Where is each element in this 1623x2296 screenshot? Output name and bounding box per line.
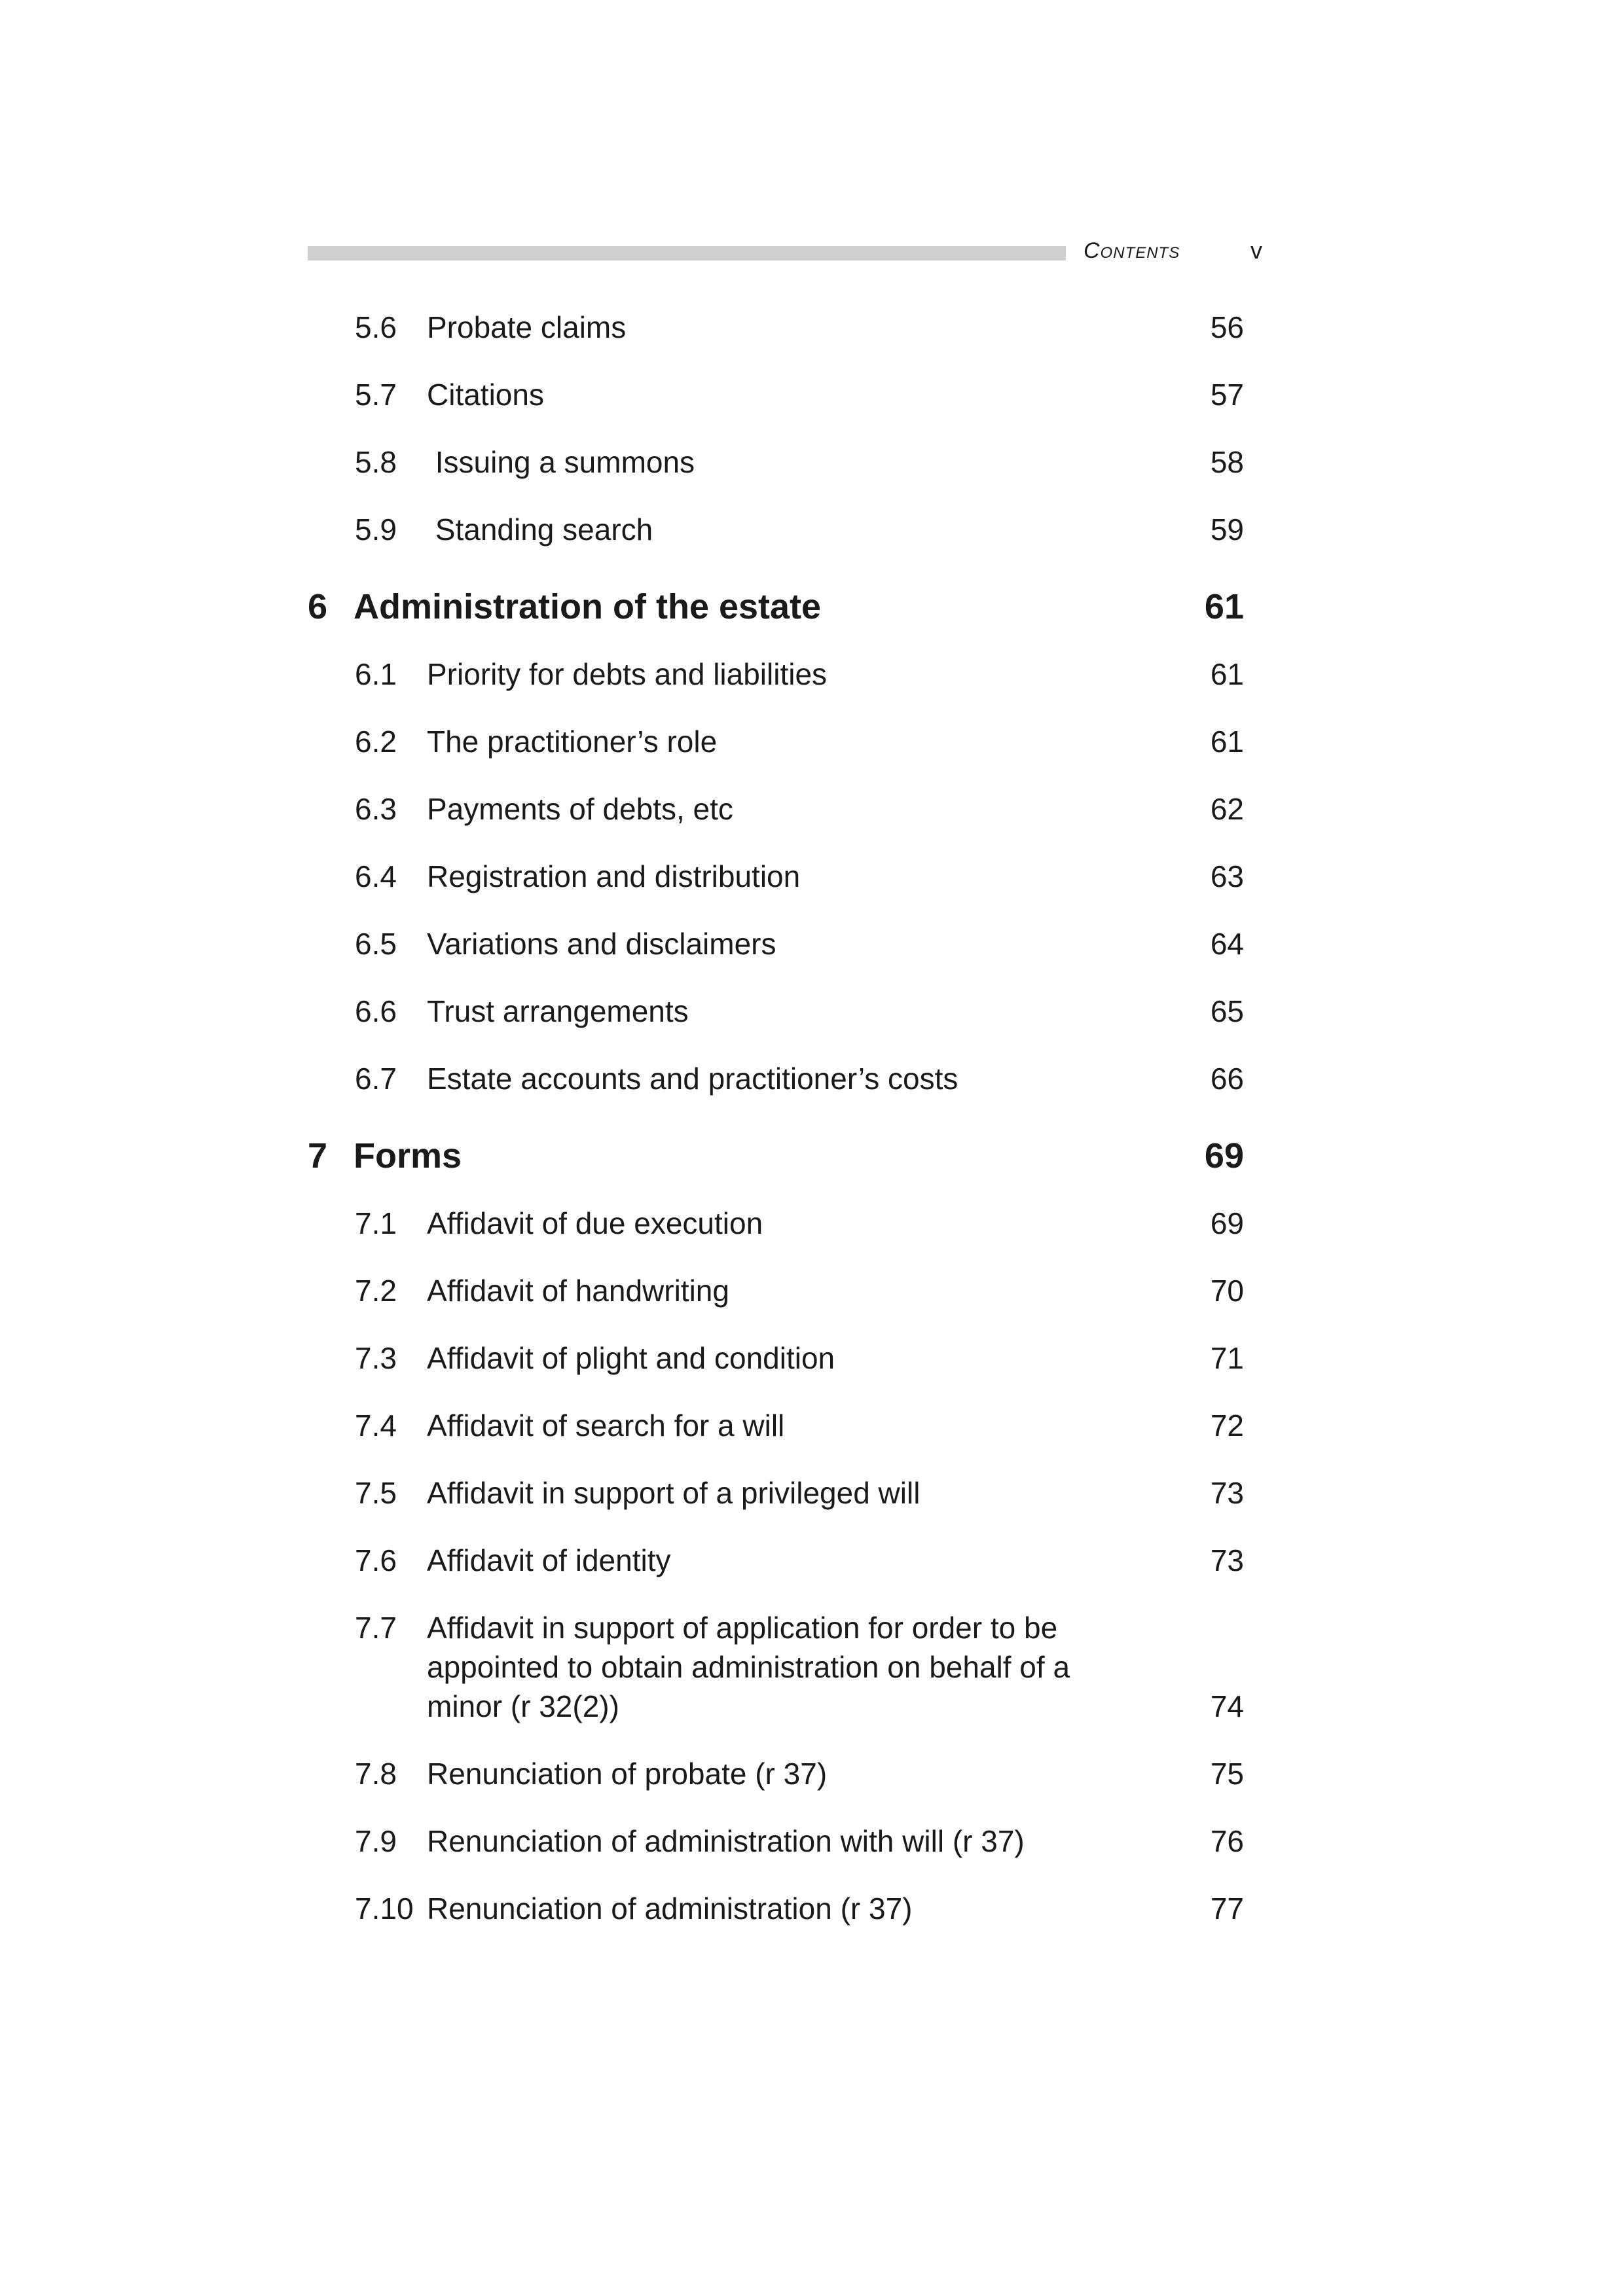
chapter-title: Forms [354,1136,462,1175]
toc-entry-page: 63 [1210,859,1244,893]
toc-entry-title: Payments of debts, etc [427,792,733,826]
toc-entry-title: Priority for debts and liabilities [427,657,828,691]
toc-entry-title: Renunciation of administration (r 37) [427,1892,913,1926]
toc-entry-page: 58 [1210,445,1244,479]
toc-entry[interactable] [308,924,1244,992]
toc-entry-number: 6.4 [355,859,397,893]
toc-entry[interactable] [308,1608,1244,1754]
toc-entry-page: 73 [1210,1476,1244,1510]
toc-entry-title: Affidavit of handwriting [427,1274,729,1308]
toc-entry-number: 7.9 [355,1824,397,1858]
toc-entry-number: 5.7 [355,378,397,412]
toc-entry-number: 7.8 [355,1757,397,1791]
toc-entry-number: 7.5 [355,1476,397,1510]
toc-entry-page: 74 [1210,1689,1244,1723]
toc-entry-page: 76 [1210,1824,1244,1858]
toc-entry-page: 77 [1210,1892,1244,1926]
toc-entry-title: Affidavit of plight and condition [427,1341,835,1375]
toc-entry-page: 75 [1210,1757,1244,1791]
toc-entry-number: 7.6 [355,1543,397,1577]
toc-entry[interactable] [308,857,1244,924]
toc-entry-page: 61 [1210,725,1244,759]
toc-entry-number: 7.3 [355,1341,397,1375]
toc-entry[interactable] [308,1821,1244,1889]
chapter-page: 61 [1204,587,1244,626]
table-of-contents [308,308,1244,1956]
toc-entry-page: 59 [1210,512,1244,547]
toc-entry-page: 56 [1210,310,1244,344]
toc-entry-number: 5.9 [355,512,397,547]
running-header-title: Contents [1084,238,1180,263]
toc-entry[interactable] [308,1754,1244,1821]
toc-entry-title: Citations [427,378,544,412]
toc-entry[interactable] [308,1338,1244,1406]
toc-entry-title: Affidavit of identity [427,1543,671,1577]
toc-entry[interactable] [308,1889,1244,1956]
toc-entry-page: 72 [1210,1408,1244,1443]
toc-entry-number: 6.5 [355,927,397,961]
toc-entry-title: Estate accounts and practitioner’s costs [427,1062,958,1096]
toc-chapter-heading[interactable] [308,585,1244,655]
toc-entry-title: Affidavit of due execution [427,1206,763,1240]
toc-entry-title: Variations and disclaimers [427,927,776,961]
toc-entry-title: Standing search [427,512,653,547]
toc-entry-page: 71 [1210,1341,1244,1375]
toc-entry[interactable] [308,655,1244,722]
toc-entry[interactable] [308,308,1244,375]
toc-entry[interactable] [308,1406,1244,1473]
toc-entry[interactable] [308,442,1244,510]
toc-entry-number: 5.8 [355,445,397,479]
toc-entry-title: Affidavit in support of a privileged will [427,1476,921,1510]
chapter-number: 7 [308,1136,328,1175]
chapter-title: Administration of the estate [354,587,822,626]
toc-entry-page: 66 [1210,1062,1244,1096]
toc-entry-number: 6.7 [355,1062,397,1096]
toc-entry-number: 6.1 [355,657,397,691]
toc-entry[interactable] [308,1271,1244,1338]
toc-entry-number: 7.1 [355,1206,397,1240]
chapter-number: 6 [308,587,328,626]
toc-entry-number: 6.3 [355,792,397,826]
toc-entry[interactable] [308,1473,1244,1541]
toc-entry-title: Affidavit in support of application for order to be appointed to obtain administration on behalf of a minor (r 32(2)) [427,1611,1070,1723]
toc-entry-number: 5.6 [355,310,397,344]
chapter-page: 69 [1204,1136,1244,1175]
running-header-page-number: v [1250,237,1262,264]
toc-entry[interactable] [308,722,1244,789]
toc-entry-number: 7.4 [355,1408,397,1443]
toc-entry-page: 64 [1210,927,1244,961]
toc-entry[interactable] [308,1204,1244,1271]
toc-entry-page: 57 [1210,378,1244,412]
toc-entry-title: Registration and distribution [427,859,801,893]
toc-entry-title: Probate claims [427,310,627,344]
toc-entry-title: Renunciation of probate (r 37) [427,1757,828,1791]
header-rule [308,246,1066,260]
toc-entry-page: 61 [1210,657,1244,691]
toc-entry[interactable] [308,1059,1244,1126]
toc-entry[interactable] [308,375,1244,442]
toc-entry-title: Affidavit of search for a will [427,1408,785,1443]
toc-entry-page: 65 [1210,994,1244,1028]
toc-entry-title: Renunciation of administration with will (r 37) [427,1824,1025,1858]
toc-entry-page: 62 [1210,792,1244,826]
toc-entry[interactable] [308,789,1244,857]
toc-entry-page: 73 [1210,1543,1244,1577]
toc-entry-title: Issuing a summons [427,445,695,479]
toc-entry-number: 6.2 [355,725,397,759]
toc-entry-title: Trust arrangements [427,994,689,1028]
toc-entry[interactable] [308,510,1244,577]
toc-entry-number: 7.10 [355,1892,414,1926]
toc-entry-page: 69 [1210,1206,1244,1240]
toc-chapter-heading[interactable] [308,1134,1244,1204]
toc-entry-number: 7.2 [355,1274,397,1308]
toc-entry-title: The practitioner’s role [427,725,718,759]
toc-entry[interactable] [308,992,1244,1059]
toc-entry-number: 7.7 [355,1611,397,1645]
toc-entry-number: 6.6 [355,994,397,1028]
toc-entry-page: 70 [1210,1274,1244,1308]
toc-entry[interactable] [308,1541,1244,1608]
